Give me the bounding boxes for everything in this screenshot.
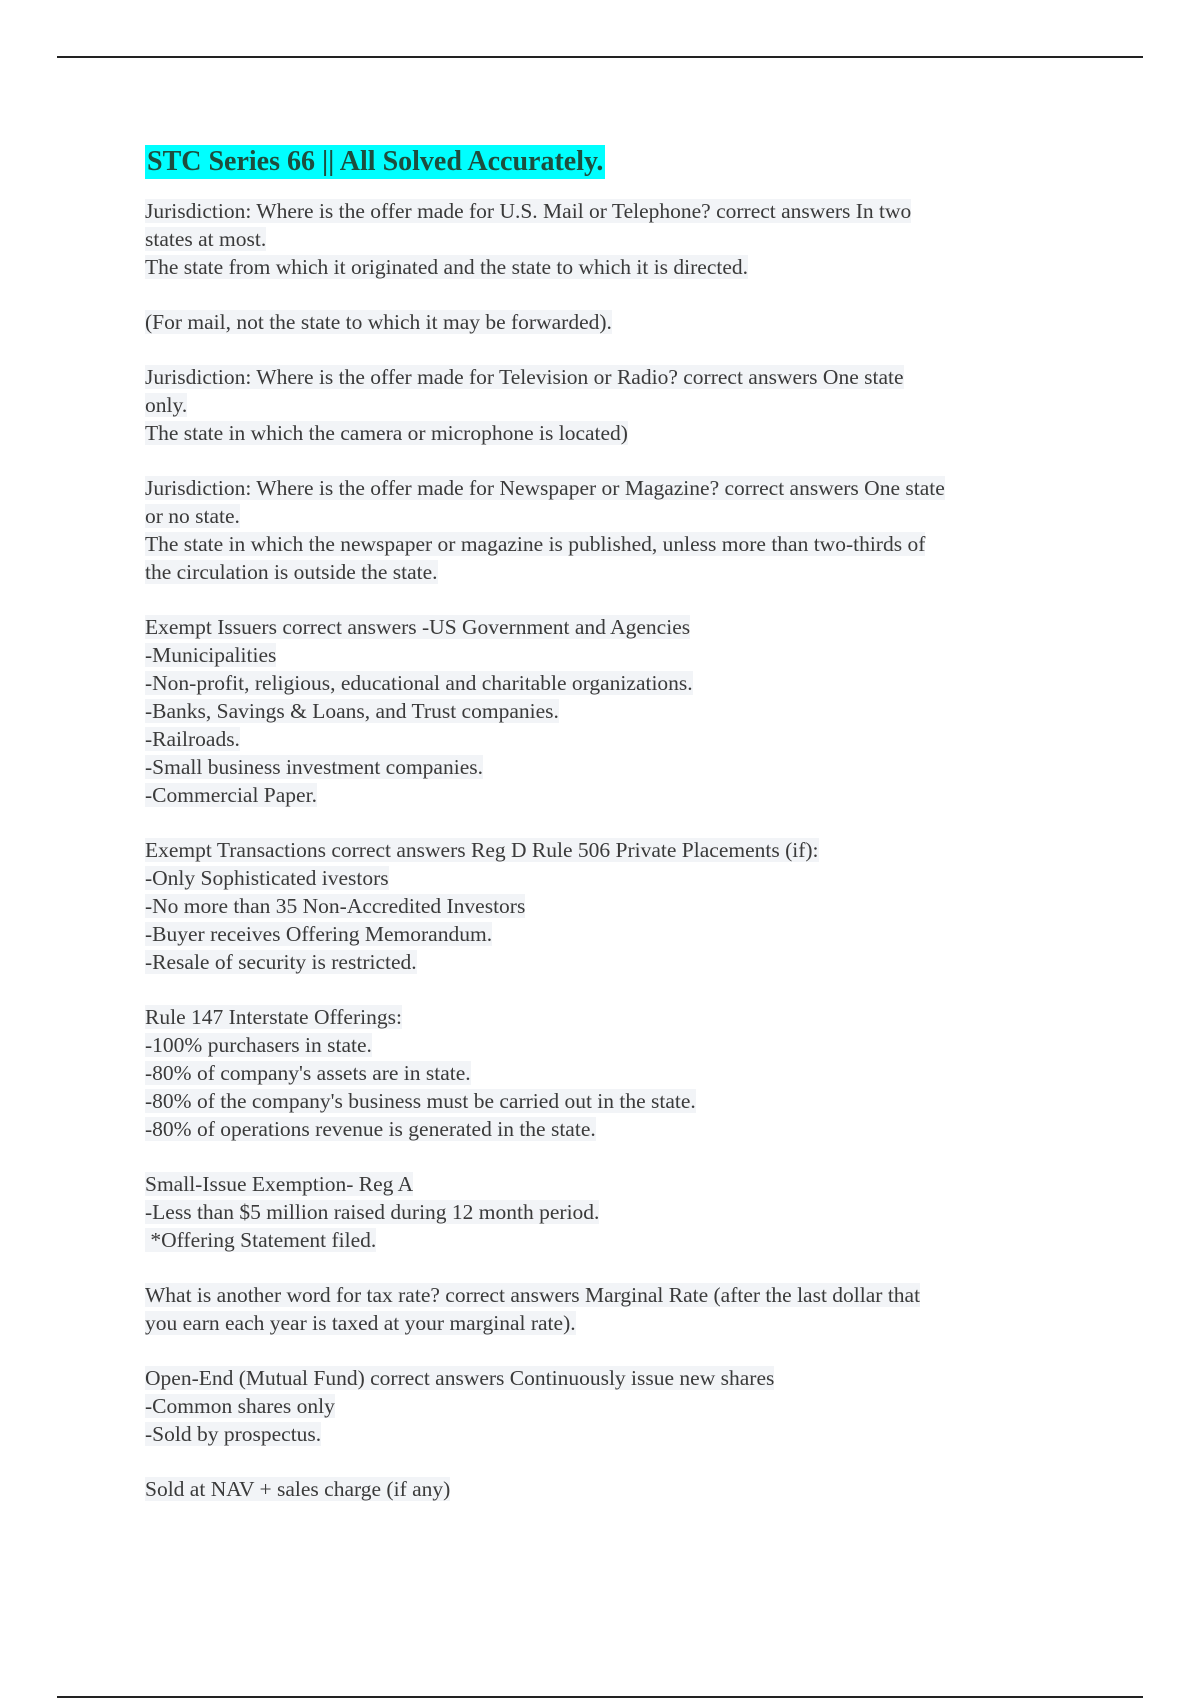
text-line bbox=[145, 558, 1060, 586]
text-line bbox=[145, 1281, 1060, 1309]
document-title: STC Series 66 || All Solved Accurately. bbox=[147, 146, 604, 177]
text-line bbox=[145, 892, 1060, 920]
text-line bbox=[145, 363, 1060, 391]
text-line-content: -80% of the company's business must be carried out in the state. bbox=[145, 1089, 696, 1113]
text-line bbox=[145, 225, 1060, 253]
text-line bbox=[145, 1003, 1060, 1031]
text-line bbox=[145, 253, 1060, 281]
qa-paragraph bbox=[145, 363, 1060, 447]
text-line-content: -Small business investment companies. bbox=[145, 755, 483, 779]
text-line-content: Exempt Transactions correct answers Reg D Rule 506 Private Placements (if): bbox=[145, 838, 819, 862]
text-line bbox=[145, 1226, 1060, 1254]
text-line-content: only. bbox=[145, 393, 188, 417]
text-line-content: Jurisdiction: Where is the offer made for Newspaper or Magazine? correct answers One state bbox=[145, 476, 945, 500]
text-line bbox=[145, 781, 1060, 809]
text-line bbox=[145, 1364, 1060, 1392]
text-line-content: *Offering Statement filed. bbox=[145, 1228, 377, 1252]
text-line bbox=[145, 753, 1060, 781]
text-line-content: Sold at NAV + sales charge (if any) bbox=[145, 1477, 451, 1501]
paragraph-list bbox=[145, 197, 1060, 1503]
text-line bbox=[145, 197, 1060, 225]
text-line-content: or no state. bbox=[145, 504, 240, 528]
text-line-content: -Less than $5 million raised during 12 month period. bbox=[145, 1200, 600, 1224]
text-line-content: -Resale of security is restricted. bbox=[145, 950, 417, 974]
text-line bbox=[145, 864, 1060, 892]
text-line-content: The state from which it originated and the state to which it is directed. bbox=[145, 255, 749, 279]
text-line-content: -Only Sophisticated ivestors bbox=[145, 866, 389, 890]
text-line-content: -100% purchasers in state. bbox=[145, 1033, 372, 1057]
text-line bbox=[145, 419, 1060, 447]
text-line-content: -80% of operations revenue is generated in the state. bbox=[145, 1117, 596, 1141]
text-line bbox=[145, 1198, 1060, 1226]
text-line-content: Jurisdiction: Where is the offer made for U.S. Mail or Telephone? correct answers In two bbox=[145, 199, 912, 223]
text-line-content: states at most. bbox=[145, 227, 267, 251]
text-line-content: (For mail, not the state to which it may be forwarded). bbox=[145, 310, 612, 334]
text-line-content: you earn each year is taxed at your marginal rate). bbox=[145, 1311, 576, 1335]
text-line bbox=[145, 641, 1060, 669]
text-line bbox=[145, 1170, 1060, 1198]
text-line bbox=[145, 1087, 1060, 1115]
text-line-content: Small-Issue Exemption- Reg A bbox=[145, 1172, 414, 1196]
qa-paragraph bbox=[145, 1475, 1060, 1503]
text-line bbox=[145, 920, 1060, 948]
text-line bbox=[145, 1059, 1060, 1087]
text-line bbox=[145, 697, 1060, 725]
text-line bbox=[145, 391, 1060, 419]
qa-paragraph bbox=[145, 613, 1060, 809]
document-title-wrap bbox=[145, 145, 1060, 197]
text-line bbox=[145, 1420, 1060, 1448]
document-body bbox=[145, 145, 1060, 1530]
text-line-content: -Municipalities bbox=[145, 643, 277, 667]
text-line bbox=[145, 502, 1060, 530]
qa-paragraph bbox=[145, 474, 1060, 586]
text-line-content: -Sold by prospectus. bbox=[145, 1422, 322, 1446]
text-line bbox=[145, 669, 1060, 697]
text-line-content: -80% of company's assets are in state. bbox=[145, 1061, 471, 1085]
qa-paragraph bbox=[145, 197, 1060, 281]
text-line-content: -Commercial Paper. bbox=[145, 783, 317, 807]
qa-paragraph bbox=[145, 1170, 1060, 1254]
qa-paragraph bbox=[145, 1003, 1060, 1143]
text-line bbox=[145, 530, 1060, 558]
text-line-content: -Non-profit, religious, educational and charitable organizations. bbox=[145, 671, 693, 695]
text-line bbox=[145, 1309, 1060, 1337]
text-line-content: -No more than 35 Non-Accredited Investors bbox=[145, 894, 526, 918]
text-line bbox=[145, 1475, 1060, 1503]
bottom-rule bbox=[57, 1696, 1143, 1698]
qa-paragraph bbox=[145, 836, 1060, 976]
text-line bbox=[145, 948, 1060, 976]
text-line-content: Exempt Issuers correct answers -US Government and Agencies bbox=[145, 615, 691, 639]
text-line bbox=[145, 1031, 1060, 1059]
text-line bbox=[145, 1115, 1060, 1143]
text-line bbox=[145, 725, 1060, 753]
text-line bbox=[145, 1392, 1060, 1420]
top-rule bbox=[57, 56, 1143, 58]
text-line-content: Rule 147 Interstate Offerings: bbox=[145, 1005, 402, 1029]
qa-paragraph bbox=[145, 308, 1060, 336]
text-line-content: The state in which the camera or microphone is located) bbox=[145, 421, 628, 445]
text-line-content: Jurisdiction: Where is the offer made for Television or Radio? correct answers One state bbox=[145, 365, 904, 389]
text-line-content: -Common shares only bbox=[145, 1394, 335, 1418]
text-line-content: the circulation is outside the state. bbox=[145, 560, 438, 584]
text-line-content: -Buyer receives Offering Memorandum. bbox=[145, 922, 493, 946]
text-line bbox=[145, 474, 1060, 502]
text-line bbox=[145, 613, 1060, 641]
text-line-content: What is another word for tax rate? correct answers Marginal Rate (after the last dollar that bbox=[145, 1283, 921, 1307]
qa-paragraph bbox=[145, 1281, 1060, 1337]
text-line-content: The state in which the newspaper or magazine is published, unless more than two-thirds of bbox=[145, 532, 926, 556]
text-line bbox=[145, 836, 1060, 864]
qa-paragraph bbox=[145, 1364, 1060, 1448]
text-line-content: -Railroads. bbox=[145, 727, 240, 751]
text-line-content: -Banks, Savings & Loans, and Trust companies. bbox=[145, 699, 559, 723]
text-line bbox=[145, 308, 1060, 336]
text-line-content: Open-End (Mutual Fund) correct answers Continuously issue new shares bbox=[145, 1366, 775, 1390]
